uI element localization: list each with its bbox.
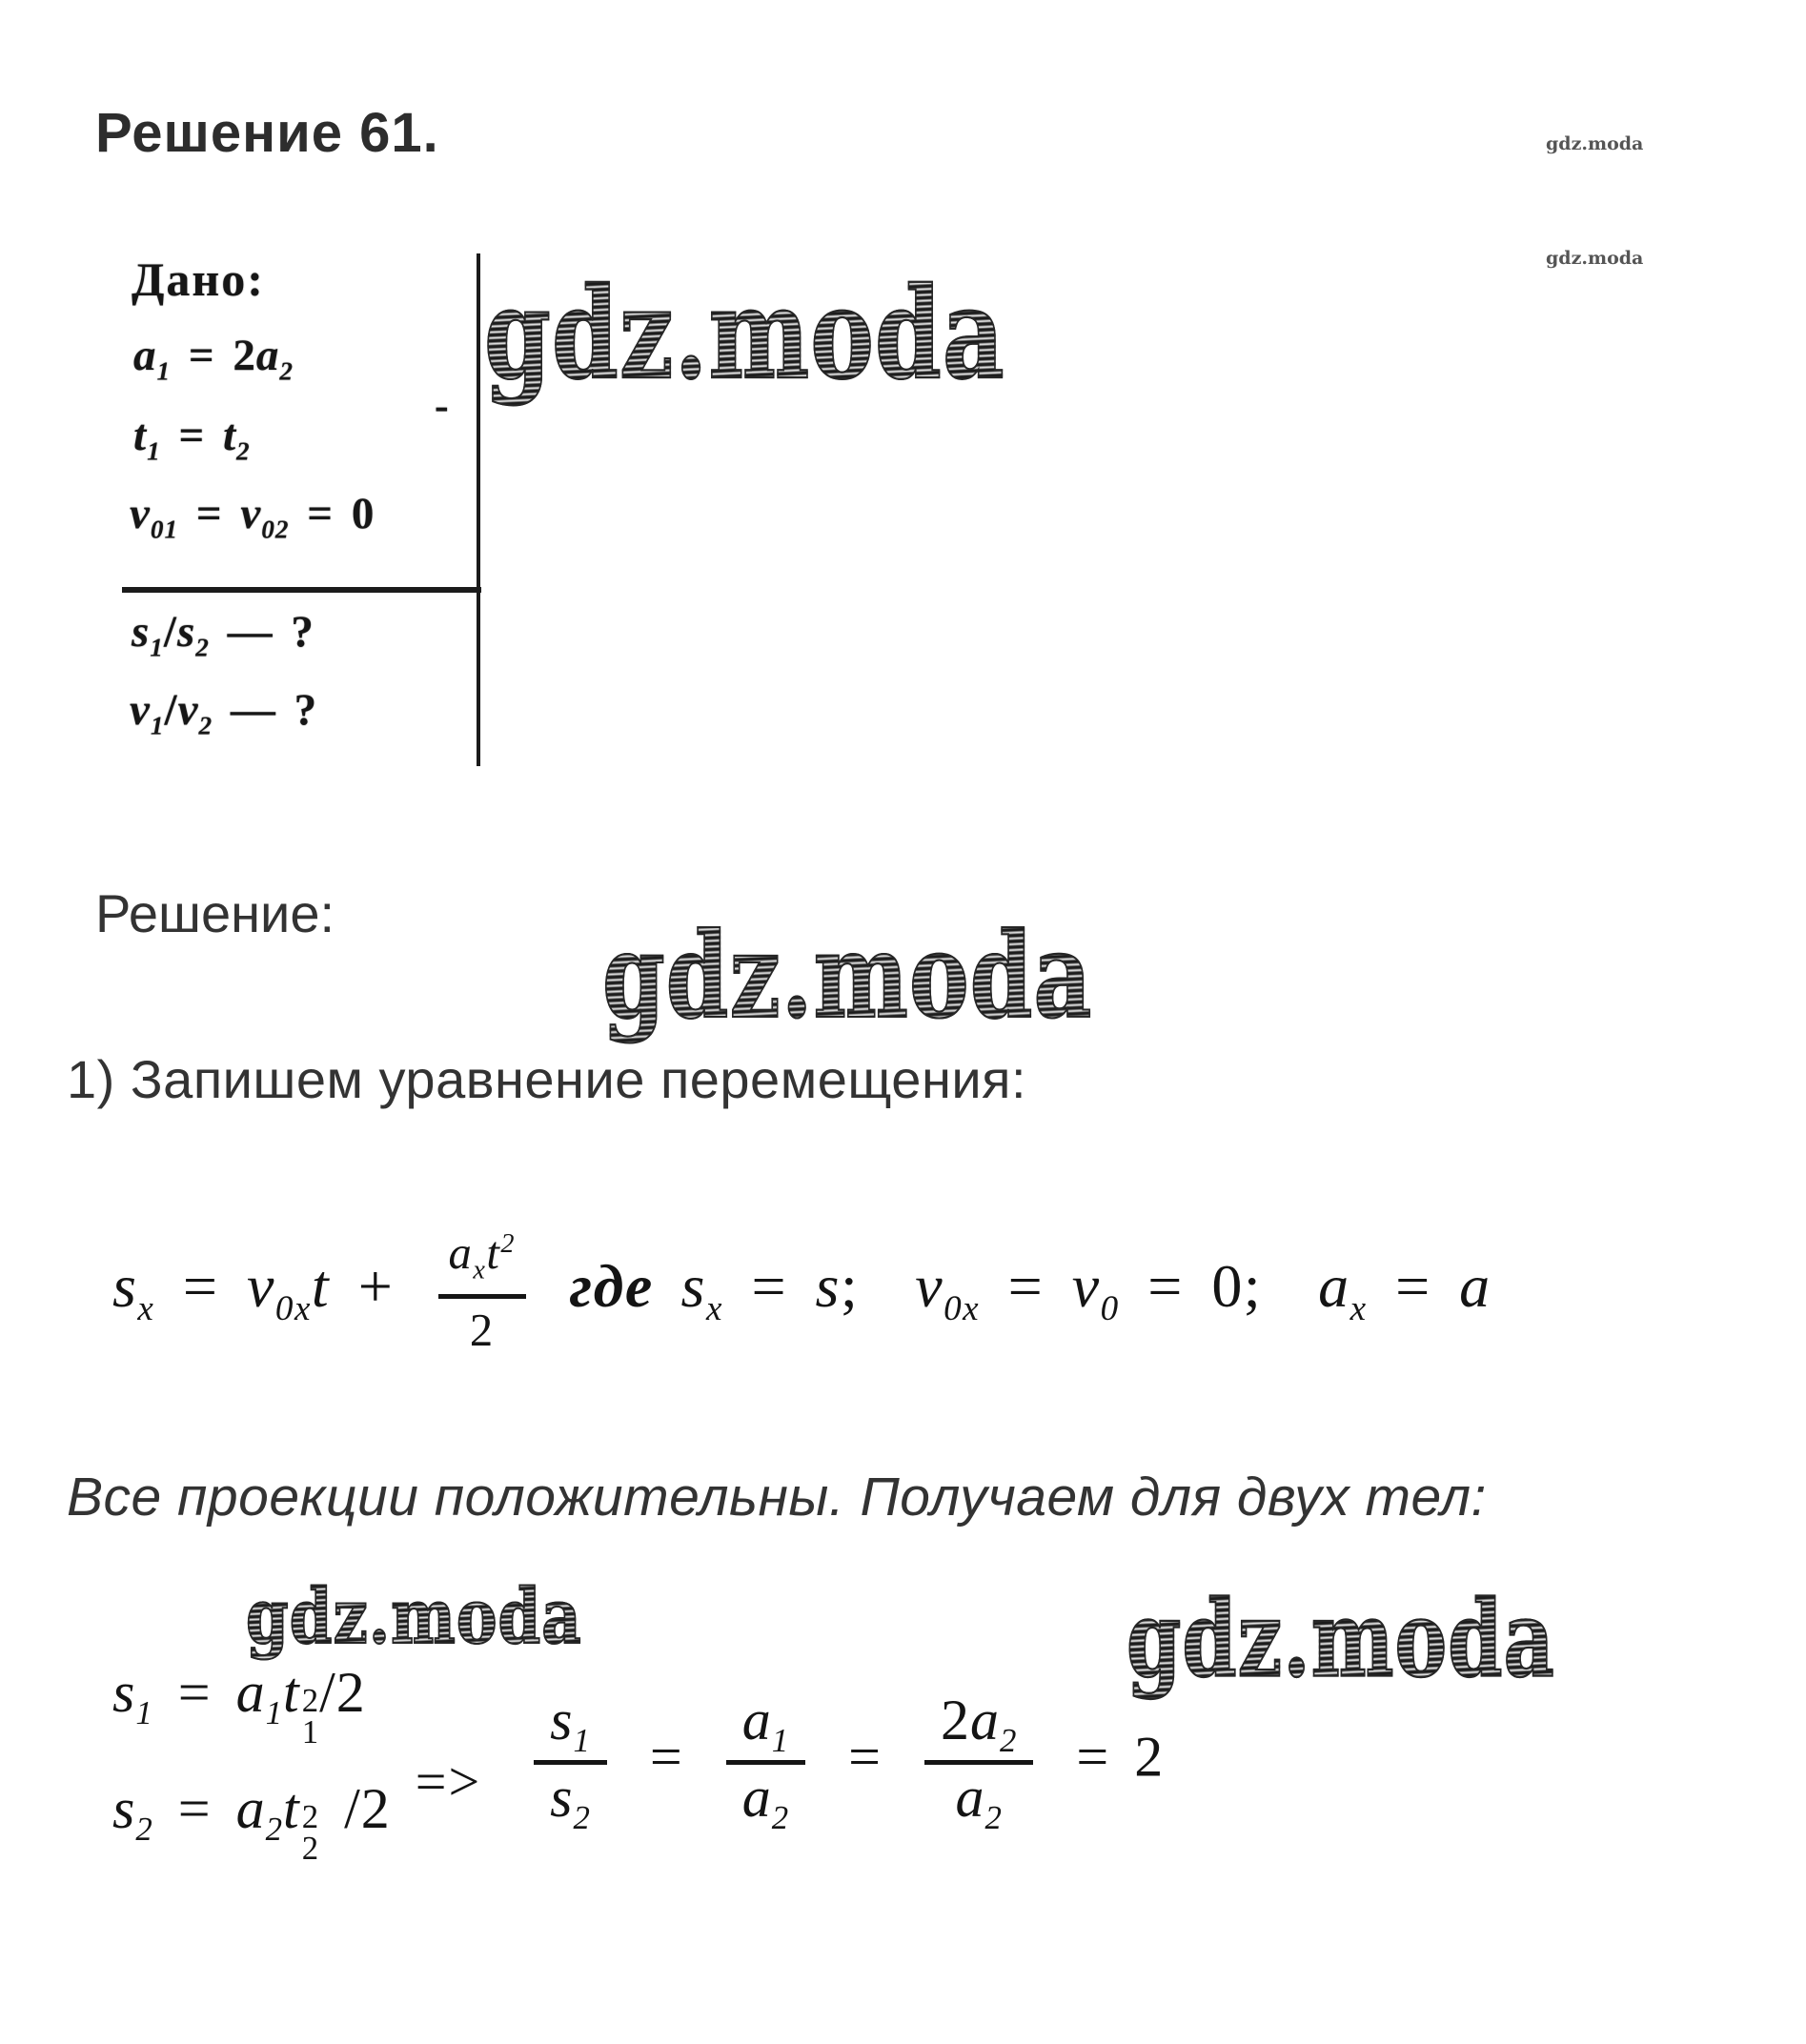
given-vertical-rule [477,253,480,766]
equation-s1: $s_1 = a_1t$ 2 1 /2 [112,1661,366,1751]
solution-label: Решение: [95,883,335,943]
equation-system [112,1660,391,1868]
watermark-small-top: gdz.moda [1546,133,1644,154]
result-equations [112,1660,1165,1868]
displacement-equation: $s_x = v_{0x}t$ + $\frac{a_xt^2}{2}$ где $s_x = s$; $v_{0x} = v_0 = 0$; $a_x = a$ [112,1227,1491,1357]
implies-arrow: => [415,1750,482,1812]
given-equation-a: $a_1 = 2a_2$ [133,331,294,386]
solution-note: Все проекции положительны. Получаем для двух тел: [67,1467,1487,1528]
equation-s2: $s_2 = a_2t$ 2 2 /2 [112,1777,391,1868]
given-find-s-ratio: $s_1/s_2$ — ? [132,607,315,662]
watermark-brand: gdz.moda [246,1572,582,1662]
given-find-v-ratio: $v_1/v_2$ — ? [130,685,318,740]
solution-step-1: 1) Запишем уравнение перемещения: [67,1049,1027,1109]
watermark-small-second: gdz.moda [1546,248,1644,269]
watermark-brand: gdz.moda [602,907,1093,1046]
watermark-brand: gdz.moda [484,259,1005,408]
given-equation-t: $t_1 = t_2$ [133,411,251,466]
given-equation-v: $v_{01} = v_{02} = 0$ [130,489,375,544]
ratio-chain-equation: $\frac{s_1}{s_2}$ = $\frac{a_1}{a_2}$ = $\frac{2a_2}{a_2}$ = 2 [516,1688,1164,1837]
given-divider-line [122,587,481,593]
scan-artifact-dash: - [435,382,449,429]
page-title: Решение 61. [95,102,439,164]
watermark-brand: gdz.moda [1126,1578,1555,1702]
given-label: Дано: [132,253,265,306]
